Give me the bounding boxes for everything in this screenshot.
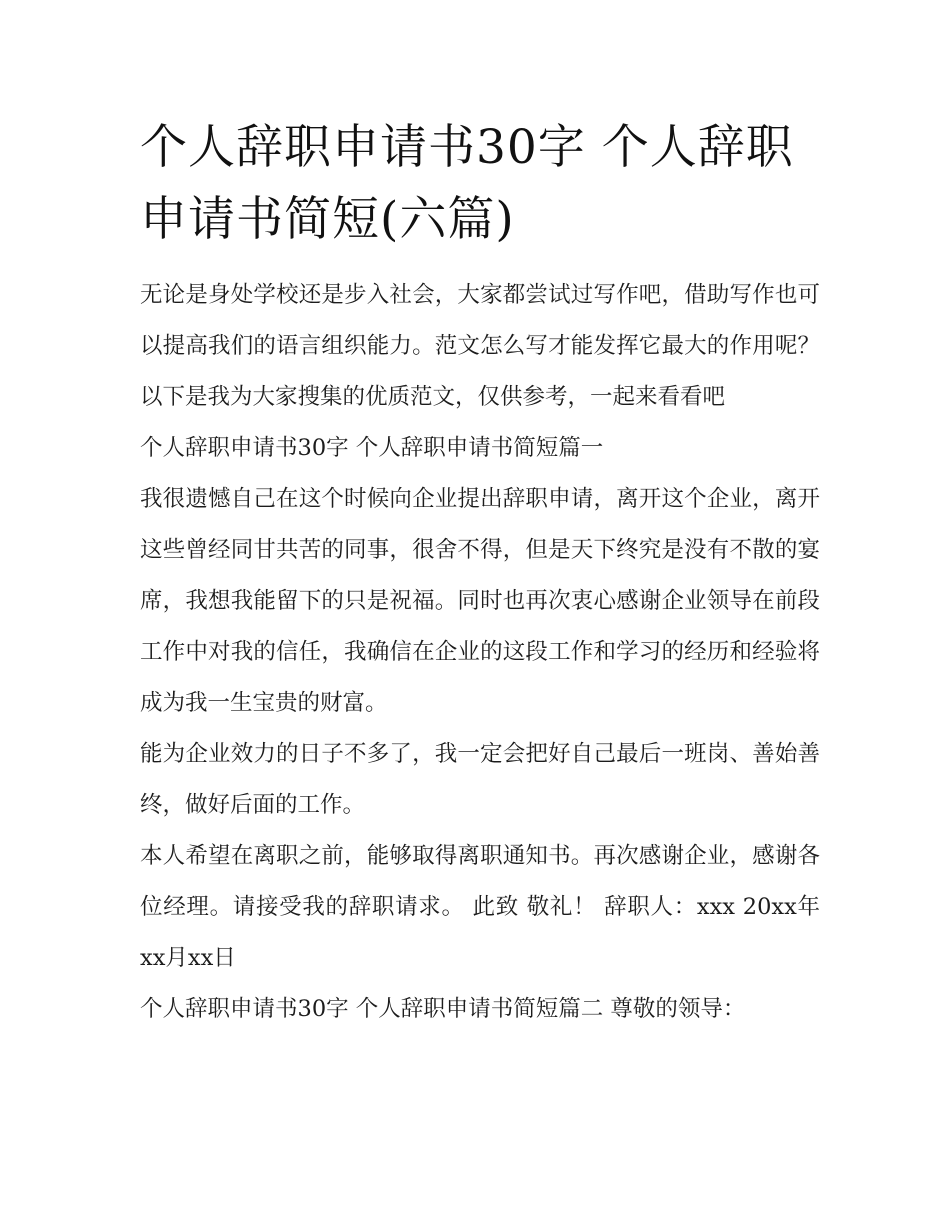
document-title: 个人辞职申请书30字 个人辞职申请书简短(六篇)	[140, 120, 794, 247]
section-heading-one: 个人辞职申请书30字 个人辞职申请书简短篇一	[140, 435, 604, 461]
document-body	[140, 112, 820, 1035]
intro-paragraph: 无论是身处学校还是步入社会，大家都尝试过写作吧，借助写作也可以提高我们的语言组织能力。范文怎么写才能发挥它最大的作用呢？以下是我为大家搜集的优质范文，仅供参考，一起来看看吧	[140, 282, 820, 410]
body-paragraph: 我很遗憾自己在这个时候向企业提出辞职申请，离开这个企业，离开这些曾经同甘共苦的同事，很舍不得，但是天下终究是没有不散的宴席，我想我能留下的只是祝福。同时也再次衷心感谢企业领导在前段工作中对我的信任，我确信在企业的这段工作和学习的经历和经验将成为我一生宝贵的财富。	[140, 486, 820, 716]
closing-paragraph: 本人希望在离职之前，能够取得离职通知书。再次感谢企业，感谢各位经理。请接受我的辞职请求。 此致 敬礼！ 辞职人：xxx 20xx年xx月xx日	[140, 843, 820, 971]
body-paragraph: 能为企业效力的日子不多了，我一定会把好自己最后一班岗、善始善终，做好后面的工作。	[140, 741, 820, 818]
section-heading-two: 个人辞职申请书30字 个人辞职申请书简短篇二 尊敬的领导：	[140, 996, 746, 1022]
